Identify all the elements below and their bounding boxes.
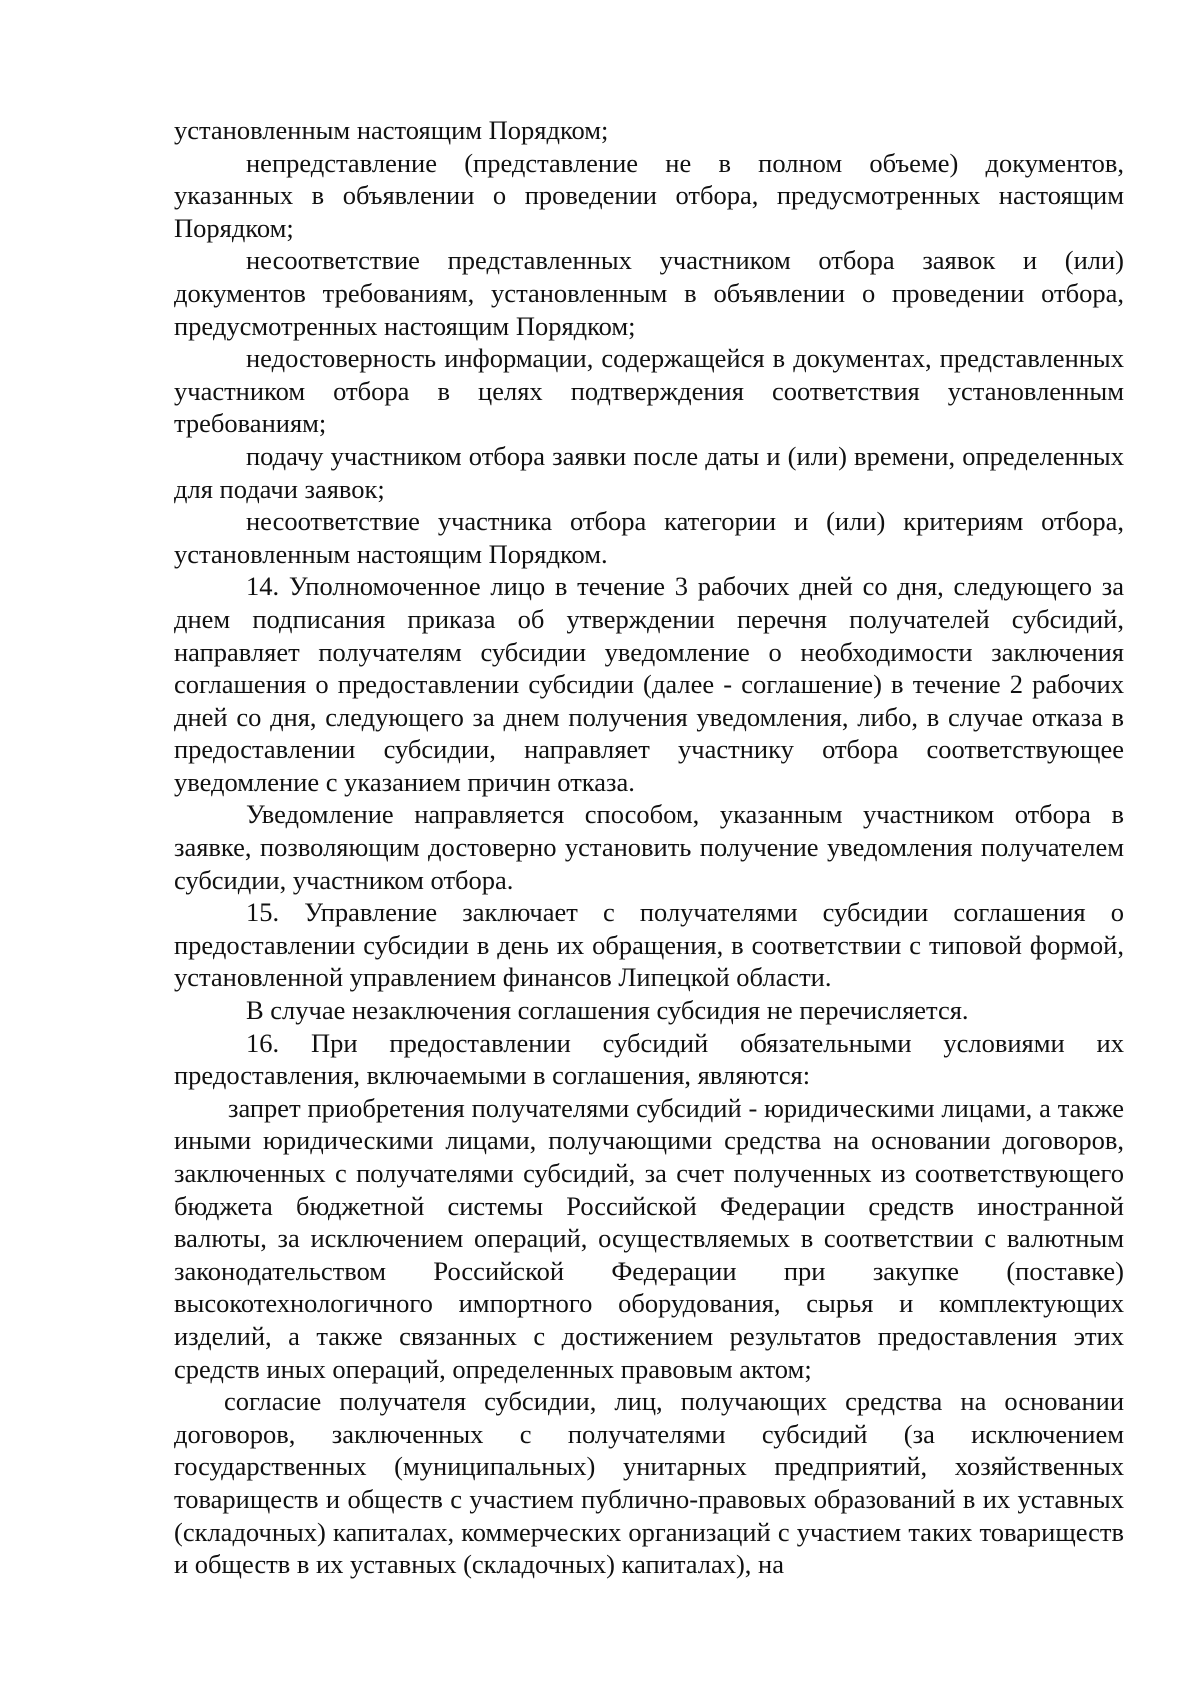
paragraph-item-late-submission: подачу участником отбора заявки после даты и (или) времени, определенных для подачи заявок; — [174, 440, 1124, 504]
paragraph-continuation: установленным настоящим Порядком; — [174, 115, 609, 145]
paragraph-item-noncompliance-documents: несоответствие представленных участником отбора заявок и (или) документов требованиям, установленным в объявлении о проведении отбора, предусмотренных настоящим Порядком; — [174, 245, 1124, 341]
paragraph-item-nonsubmission: непредставление (представление не в полном объеме) документов, указанных в объявлении о проведении отбора, предусмотренных настоящим Порядком; — [174, 147, 1124, 243]
paragraph-currency-prohibition: запрет приобретения получателями субсидий - юридическими лицами, а также иными юридическими лицами, получающими средства на основании договоров, заключенных с получателями субсидий, за счет полученных из соответствующего бюджета бюджетной системы Российской Федерации средств иностранной валюты, за исключением операций, осуществляемых в соответствии с валютным законодательством Российской Федерации при закупке (поставке) высокотехнологичного импортного оборудования, сырья и комплектующих изделий, а также связанных с достижением результатов предоставления этих средств иных операций, определенных правовым актом; — [174, 1092, 1124, 1384]
paragraph-recipient-consent: согласие получателя субсидии, лиц, получающих средства на основании договоров, заключенных с получателями субсидий (за исключением государственных (муниципальных) унитарных предприятий, хозяйственных товариществ и обществ с участием публично-правовых образований в их уставных (складочных) капиталах, коммерческих организаций с участием таких товариществ и обществ в их уставных (складочных) капиталах), на — [174, 1386, 1124, 1580]
paragraph-clause-14: 14. Уполномоченное лицо в течение 3 рабочих дней со дня, следующего за днем подписания приказа об утверждении перечня получателей субсидий, направляет получателям субсидии уведомление о необходимости заключения соглашения о предоставлении субсидии (далее - соглашение) в течение 2 рабочих дней со дня, следующего за днем получения уведомления, либо, в случае отказа в предоставлении субсидии, направляет участнику отбора соответствующее уведомление с указанием причин отказа. — [174, 571, 1124, 797]
paragraph-clause-16: 16. При предоставлении субсидий обязательными условиями их предоставления, включаемыми в соглашения, являются: — [174, 1027, 1124, 1091]
paragraph-item-noncompliance-category: несоответствие участника отбора категории и (или) критериям отбора, установленным настоящим Порядком. — [174, 506, 1124, 569]
paragraph-item-unreliable-info: недостоверность информации, содержащейся в документах, представленных участником отбора в целях подтверждения соответствия установленным требованиям; — [174, 343, 1124, 439]
document-body — [174, 114, 1124, 1581]
paragraph-no-agreement: В случае незаключения соглашения субсидия не перечисляется. — [246, 995, 969, 1026]
paragraph-notification-method: Уведомление направляется способом, указанным участником отбора в заявке, позволяющим достоверно установить получение уведомления получателем субсидии, участником отбора. — [174, 799, 1124, 895]
paragraph-clause-15: 15. Управление заключает с получателями субсидии соглашения о предоставлении субсидии в день их обращения, в соответствии с типовой формой, установленной управлением финансов Липецкой области. — [174, 897, 1124, 993]
